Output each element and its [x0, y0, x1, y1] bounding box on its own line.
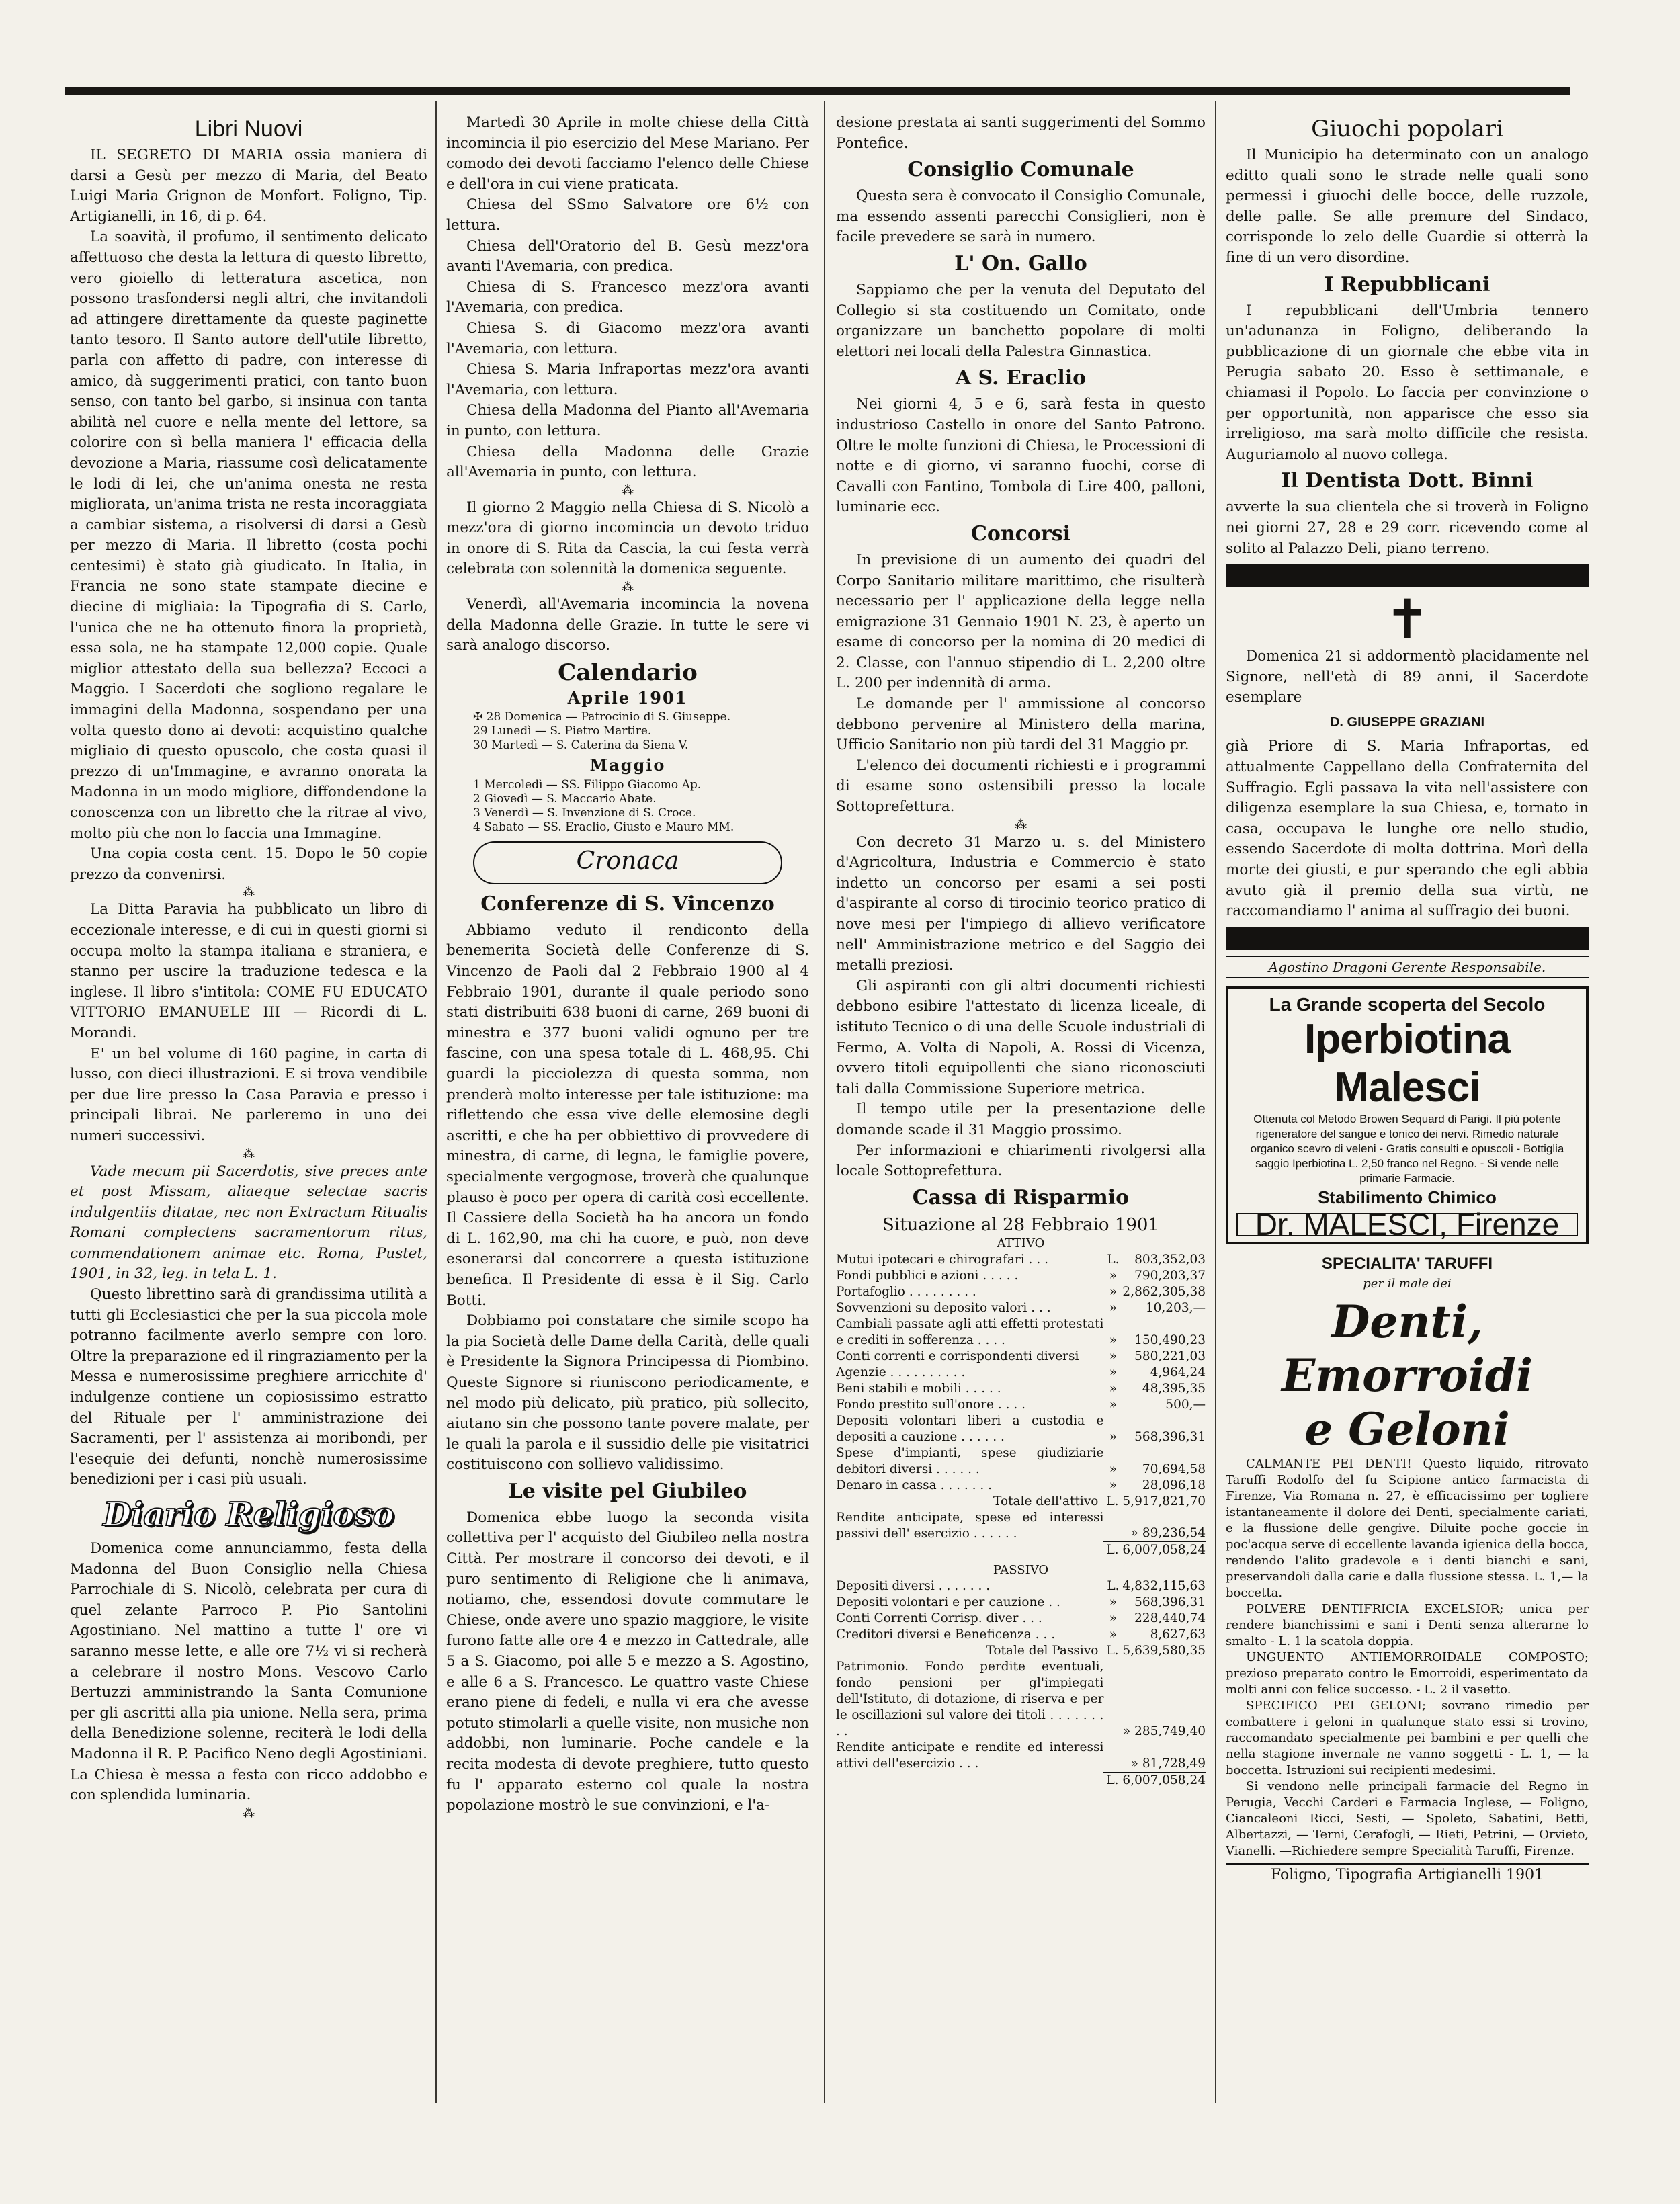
church-list-item: Chiesa dell'Oratorio del B. Gesù mezz'ora avanti l'Avemaria, con predica. [446, 237, 809, 276]
ad-stabilimento: Stabilimento Chimico [1318, 1187, 1497, 1207]
table-row [836, 1740, 1206, 1772]
calendar-entry: 29 Lunedì — S. Pietro Martire. [473, 724, 652, 738]
heading-calendario: Calendario [558, 659, 698, 686]
table-row [836, 1316, 1206, 1349]
row-value: 568,396,31 [1134, 1595, 1206, 1610]
cronaca-banner: Cronaca [473, 841, 782, 884]
column-4 [1226, 113, 1589, 2103]
ad-maker: Dr. MALESCI, Firenze [1236, 1213, 1578, 1236]
passivo-table [836, 1578, 1206, 1789]
heading-cassa-risparmio: Cassa di Risparmio [912, 1185, 1130, 1210]
row-currency: » [1109, 1478, 1118, 1492]
mourning-band [1226, 564, 1589, 587]
heading-eraclio: A S. Eraclio [955, 366, 1087, 390]
row-value: 10,203,— [1145, 1300, 1206, 1315]
row-value: » 81,728,49 [1130, 1756, 1206, 1771]
row-value: 2,862,305,38 [1122, 1284, 1206, 1299]
row-currency: » [1109, 1461, 1118, 1476]
table-row [836, 1381, 1206, 1397]
total-value: L. 5,639,580,35 [1106, 1644, 1206, 1658]
row-label: Denaro in cassa . . . . . . . [836, 1478, 993, 1492]
column-1 [70, 113, 427, 2103]
paragraph: Venerdì, all'Avemaria incomincia la novena della Madonna delle Grazie. In tutte le sere vi sarà analogo discorso. [446, 596, 809, 654]
paragraph: Vade mecum pii Sacerdotis, sive preces ante et post Missam, aliaeque selectae sacris indulgentiis ditatae, nec non Extractum Ritualis Romani complectens sacramentorum ritus, commendationem animae etc. Roma, Pustet, 1901, in 32, leg. in tela L. 1. [70, 1162, 427, 1283]
advertisement-iperbiotina [1226, 986, 1589, 1244]
heading-diario-religioso: Diario Religioso [103, 1496, 394, 1533]
column-3 [836, 113, 1206, 2103]
heading-dentista: Il Dentista Dott. Binni [1281, 469, 1534, 493]
paragraph: desione prestata ai santi suggerimenti del Sommo Pontefice. [836, 114, 1206, 152]
column-divider [824, 101, 825, 2103]
paragraph: Gli aspiranti con gli altri documenti richiesti debbono esibire l'attestato di licenza liceale, di istituto Tecnico o di una delle Scuole industriali di Fermo, A. Volta di Napoli, A. Rossi di Vicenza, ovvero titoli equipollenti che siano riconosciuti tali dalla Commissione Superiore metrica. [836, 977, 1206, 1097]
heading-consiglio: Consiglio Comunale [907, 158, 1134, 182]
row-currency: » [1109, 1381, 1118, 1396]
row-label: Fondo prestito sull'onore . . . . [836, 1397, 1026, 1412]
paragraph: La Ditta Paravia ha pubblicato un libro di eccezionale interesse, e di cui in questi giorni si occupa molto la stampa italiana e straniera, e stanno per uscire la traduzione tedesca e la inglese. Il libro s'intitola: COME FU EDUCATO VITTORIO EMANUELE III — Ricordi di L. Morandi. [70, 901, 427, 1042]
row-value: 48,395,35 [1142, 1381, 1206, 1396]
table-row [836, 1397, 1206, 1413]
row-currency: » [1109, 1595, 1118, 1610]
row-label: Cambiali passate agli atti effetti protestati e crediti in sofferenza . . . . [836, 1316, 1104, 1347]
paragraph: Sappiamo che per la venuta del Deputato del Collegio si sta costituendo un Comitato, onde organizzare un banchetto popolare di molti elettori nei locali della Palestra Ginnastica. [836, 281, 1206, 360]
paragraph: Questa sera è convocato il Consiglio Comunale, ma essendo assenti parecchi Consiglieri, non è facile prevedere se sarà in numero. [836, 187, 1206, 246]
paragraph: Il giorno 2 Maggio nella Chiesa di S. Nicolò a mezz'ora di giorno incomincia un devoto triduo in onore di S. Rita da Cascia, la cui festa verrà celebrata con solennità la domenica seguente. [446, 499, 809, 578]
row-currency: L. [1107, 1579, 1120, 1594]
ad-headline: Denti, Emorroidi [1281, 1295, 1534, 1402]
table-row [836, 1252, 1206, 1268]
church-list-item: Chiesa S. Maria Infraportas mezz'ora avanti l'Avemaria, con lettura. [446, 361, 809, 398]
paragraph: E' un bel volume di 160 pagine, in carta di lusso, con dieci illustrazioni. E si trova vendibile per due lire presso la Casa Paravia e presso i principali librai. Ne parleremo in uno dei numeri successivi. [70, 1045, 427, 1144]
ad-paragraph: UNGUENTO ANTIEMORROIDALE COMPOSTO; prezioso preparato contro le Emorroidi, esperimentato da molti anni con felice successo. - L. 2 il vasetto. [1226, 1650, 1589, 1697]
asterism: ⁂ [243, 885, 255, 900]
row-currency: » [1109, 1611, 1118, 1626]
paragraph: Il tempo utile per la presentazione delle domande scade il 31 Maggio prossimo. [836, 1101, 1206, 1138]
table-row [836, 1595, 1206, 1611]
table-row [836, 1542, 1206, 1559]
heading-libri-nuovi: Libri Nuovi [194, 116, 303, 142]
ad-paragraph: SPECIFICO PEI GELONI; sovrano rimedio per combattere i geloni in qualunque stato essi si trovino, raccomandato specialmente pei bambini e per quelli che nella stagione invernale ne vanno soggetti - L. 1, — la boccetta. Istruzioni sui recipienti medesimi. [1226, 1698, 1589, 1777]
ad-paragraph: POLVERE DENTIFRICIA EXCELSIOR; unica per rendere bianchissimi e sani i Denti senza alterarne lo smalto - L. 1 la scatola doppia. [1226, 1601, 1589, 1648]
specialita-subtitle: per il male dei [1363, 1277, 1452, 1291]
row-label: Sovvenzioni su deposito valori . . . [836, 1300, 1051, 1315]
table-row [836, 1445, 1206, 1478]
table-row [836, 1413, 1206, 1445]
table-row [836, 1627, 1206, 1643]
row-currency: » [1109, 1284, 1118, 1299]
church-list-item: Chiesa del SSmo Salvatore ore 6½ con lettura. [446, 196, 809, 234]
table-row [836, 1300, 1206, 1316]
calendar-entry: 2 Giovedì — S. Maccario Abate. [473, 792, 657, 806]
row-value: 4,964,24 [1150, 1365, 1206, 1380]
row-value: 150,490,23 [1134, 1332, 1206, 1347]
table-row [836, 1268, 1206, 1284]
table-row [836, 1659, 1206, 1740]
heading-repubblicani: I Repubblicani [1324, 272, 1490, 296]
paragraph: Domenica ebbe luogo la seconda visita collettiva per l' acquisto del Giubileo nella nostra Città. Per mostrare il concorso dei devoti, e il puro sentimento di Religione che li animava, notiamo, che, essendosi dovute commutare le Chiese, onde avere uno spazio maggiore, le visite furono fatte alle ore 4 e mezzo in Cattedrale, alle 5 a S. Giacomo, poi alle 5 e mezzo a S. Agostino, e alle 6 a S. Francesco. Le quattro vaste Chiese erano piene di fedeli, e nulla vi era che avesse potuto stimolarli a quelle visite, non musiche non addobbi, non luminarie. Poche candele e la recita modesta di devote preghiere, tutto questo fu l' apparato esterno col quale la nostra popolazione mostrò le sue convinzioni, e l'a- [446, 1509, 809, 1814]
heading-aprile: Aprile 1901 [567, 687, 688, 708]
paragraph: già Priore di S. Maria Infraportas, ed attualmente Cappellano della Confraternita del Suffragio. Egli passava la vita nell'assistere con diligenza esemplare la sua Chiesa, e, tornato in casa, occupava le lunghe ore nello studio, essendo Sacerdote di molta dottrina. Morì della morte dei giusti, e pur sperando che egli abbia avuto già il premio della sua virtù, ne raccomandiamo l' anima al suffragio dei buoni. [1226, 738, 1589, 920]
ad-product-name: Iperbiotina Malesci [1304, 1016, 1510, 1111]
heading-conferenze: Conferenze di S. Vincenzo [480, 892, 775, 916]
column-2 [446, 113, 809, 2103]
asterism: ⁂ [243, 1146, 255, 1161]
row-currency: » [1109, 1300, 1118, 1315]
church-list-item: Chiesa S. di Giacomo mezz'ora avanti l'Avemaria, con lettura. [446, 319, 809, 357]
total-value: L. 5,917,821,70 [1106, 1494, 1206, 1509]
signature-line: Agostino Dragoni Gerente Responsabile. [1226, 956, 1589, 979]
paragraph: avverte la sua clientela che si troverà in Foligno nei giorni 27, 28 e 29 corr. ricevendo come al solito al Palazzo Deli, piano terreno. [1226, 499, 1589, 557]
row-value: 70,694,58 [1142, 1461, 1206, 1476]
row-value: 790,203,37 [1134, 1268, 1206, 1283]
ad-title: La Grande scoperta del Secolo [1269, 994, 1546, 1015]
table-row [836, 1494, 1206, 1510]
calendar-entry: 3 Venerdì — S. Invenzione di S. Croce. [473, 806, 696, 820]
paragraph: Domenica 21 si addormentò placidamente nel Signore, nell'età di 89 anni, il Sacerdote esemplare [1226, 648, 1589, 706]
row-value: 803,352,03 [1134, 1252, 1206, 1267]
ad-headline: e Geloni [1304, 1402, 1510, 1455]
mourning-band [1226, 927, 1589, 950]
row-label: Mutui ipotecari e chirografari . . . [836, 1252, 1048, 1267]
paragraph: Questo librettino sarà di grandissima utilità a tutti gli Ecclesiastici che per la sua piccola mole potranno facilmente averlo sempre con loro. Oltre la preparazione ed il ringraziamento per la Messa e numerosissime preghiere arricchite d' indulgenze contiene un copiosissimo estratto del Rituale per l' amministrazione dei Sacramenti, per l' assistenza ai moribondi, per l'esequie dei defunti, nonchè numerosissime benedizioni per i casi più usuali. [70, 1286, 427, 1488]
total-label: Totale dell'attivo [993, 1494, 1099, 1509]
row-value: 580,221,03 [1134, 1349, 1206, 1363]
row-label: Conti Correnti Corrisp. diver . . . [836, 1611, 1042, 1626]
paragraph: Domenica come annunciammo, festa della Madonna del Buon Consiglio nella Chiesa Parrochiale di S. Nicolò, celebrata per cura di quel zelante Parroco P. Pio Santolini Agostiniano. Nel mattino a tutte l' ore vi saranno messe lette, e alle ore 7½ vi si recherà a celebrare il nostro Mons. Vescovo Carlo Bertuzzi amministrando la Santa Comunione per gli ascritti alla pia unione. Nella sera, prima della Benedizione solenne, reciterà le lodi della Madonna il R. P. Pacifico Neno degli Agostiniani. La Chiesa è messa a festa con ricco addobbo e con splendida luminaria. [70, 1540, 427, 1804]
row-label: Fondi pubblici e azioni . . . . . [836, 1268, 1019, 1283]
row-label: Depositi volontari liberi a custodia e depositi a cauzione . . . . . . [836, 1413, 1104, 1444]
table-row [836, 1478, 1206, 1494]
paragraph: La soavità, il profumo, il sentimento delicato affettuoso che desta la lettura di questo libretto, vero gioiello di letteratura ascetica, non possono trasfondersi negli altri, che invitandoli ad attingere direttamente da queste paginette tanto tesoro. Il Santo autore dell'utile libretto, parla con affetto di padre, con interesse di amico, dà suggerimenti pratici, con tanto buon senso, con tanto bel garbo, si insinua con tanta abilità nel cuore e nella mente del lettore, sa colorire con sì bella maniera l' efficacia della devozione a Maria, riassume così delicatamente le lodi di lei, che un'anima onesta ne resta migliorata, un'anima trista ne resta incoraggiata a cambiar sistema, a risolversi di darsi a Gesù per mezzo di Maria. Il libretto (costa pochi centesimi) è stato già giudicato. In Italia, in Francia ne sono state stampate diecine e diecine di migliaia: la Tipografia di S. Carlo, l'unica che ne ha ottenuto finora la proprietà, essa sola, ne ha stampate 12,000 copie. Quale miglior attestato della sua bellezza? Eccoci a Maggio. I Sacerdoti che sogliono regalare le immagini della Madonna, sospendano per una volta questo dono ai devoti: acquistino qualche migliaio di questo opuscolo, che costa quasi il prezzo di un'Immagine, e avranno onorata la Madonna in un modo migliore, diffondendone la conoscenza con un libretto che la ritrae al vivo, molto più che non lo faccia una Immagine. [70, 228, 427, 842]
paragraph: L'elenco dei documenti richiesti e i programmi di esame sono ostensibili presso la locale Sottoprefettura. [836, 757, 1206, 816]
heading-passivo: PASSIVO [993, 1563, 1049, 1578]
calendar-entry: 4 Sabato — SS. Eraclio, Giusto e Mauro MM. [473, 820, 734, 834]
row-value: » 285,749,40 [1122, 1724, 1206, 1739]
row-currency: » [1109, 1349, 1118, 1363]
table-row [836, 1611, 1206, 1627]
calendar-entry: 30 Martedì — S. Caterina da Siena V. [473, 738, 689, 752]
heading-attivo: ATTIVO [997, 1236, 1045, 1251]
total-label: Totale del Passivo [986, 1644, 1099, 1658]
printer-footer: Foligno, Tipografia Artigianelli 1901 [1226, 1863, 1589, 1886]
paragraph: Nei giorni 4, 5 e 6, sarà festa in questo industrioso Castello in onore del Santo Patrono. Oltre le molte funzioni di Chiesa, le Processioni di notte e di giorno, vi saranno fuochi, corse di Cavalli con Fantino, Tombola di Lire 400, palloni, luminarie ecc. [836, 396, 1206, 516]
row-value: 4,832,115,63 [1122, 1579, 1206, 1594]
row-currency: L. [1107, 1252, 1120, 1267]
paragraph: IL SEGRETO DI MARIA ossia maniera di darsi a Gesù per mezzo di Maria, del Beato Luigi Maria Grignon de Monfort. Foligno, Tip. Artigianelli, in 16, di p. 64. [70, 146, 427, 225]
calendar-entry: 1 Mercoledì — SS. Filippo Giacomo Ap. [473, 777, 702, 792]
column-divider [1215, 101, 1216, 2103]
church-list-item: Chiesa della Madonna del Pianto all'Avemaria in punto, con lettura. [446, 402, 809, 439]
row-currency: » [1109, 1397, 1118, 1412]
ad-paragraph: CALMANTE PEI DENTI! Questo liquido, ritrovato Taruffi Rodolfo del fu Scipione antico farmacista di Firenze, Via Romana n. 27, è efficacissimo per togliere istantaneamente il dolore dei Denti, specialmente cariati, e la flussione delle gengive. Diluite poche goccie in poc'acqua serve di eccellente lavanda igienica della bocca, rendendo l'alito gradevole e i denti bianchi e sani, preservandoli dalla carie e dalla flussione stessa. L. 1,— la boccetta. [1226, 1456, 1589, 1600]
heading-situazione: Situazione al 28 Febbraio 1901 [882, 1214, 1159, 1235]
row-label: Rendite anticipate e rendite ed interessi attivi dell'esercizio . . . [836, 1740, 1104, 1771]
heading-giuochi: Giuochi popolari [1311, 116, 1503, 142]
paragraph: Dobbiamo poi constatare che simile scopo ha la pia Società delle Dame della Carità, delle quali è Presidente la Signora Principessa di Piombino. Queste Signore si riuniscono periodicamente, e nel modo più delicato, più pratico, più sollecito, aiutano sin che possono tante povere malate, per le quali la parola e il sussidio delle pie visitatrici costituiscono con sollievo validissimo. [446, 1312, 809, 1474]
asterism: ⁂ [622, 482, 634, 497]
row-label: Creditori diversi e Beneficenza . . . [836, 1627, 1056, 1642]
paragraph: Martedì 30 Aprile in molte chiese della Città incomincia il pio esercizio del Mese Mariano. Per comodo dei devoti facciamo l'elenco delle Chiese e dell'ora in cui viene praticata. [446, 114, 809, 193]
row-label: Beni stabili e mobili . . . . . [836, 1381, 1001, 1396]
heading-visite-giubileo: Le visite pel Giubileo [508, 1479, 747, 1503]
heading-gallo: L' On. Gallo [954, 251, 1087, 276]
ad-paragraph: Si vendono nelle principali farmacie del Regno in Perugia, Vecchi Carderi e Farmacia Inglese, — Foligno, Ciancaleoni Ricci, Sesti, — Spoleto, Sabatini, Betti, Albertazzi, — Terni, Cerafogli, — Rieti, Petrini, — Orvieto, Vianelli. —Richiedere sempre Specialità Taruffi, Firenze. [1226, 1779, 1589, 1858]
paragraph: Abbiamo veduto il rendiconto della benemerita Società delle Conferenze di S. Vincenzo de Paoli dal 2 Febbraio 1900 al 4 Febbraio 1901, durante il quale periodo sono stati distribuiti 638 buoni di carne, 269 buoni di minestra e 377 buoni validi ognuno per tre fascine, con una spesa totale di L. 468,95. Chi guardi la picciolezza di questa somma, non prenderà molto interesse per tale istituzione: ma riflettendo che essa vive delle elemosine degli ascritti, e che ha per obbiettivo di provvedere di minestra, di carne, di legna, le famiglie povere, specialmente vergognose, troverà che qualunque plauso è poco per opera di carità così eccellente. Il Cassiere della Società ha ha ancora un fondo di L. 162,90, ma chi ha cuore, e può, non deve esonerarsi dal concorrere a questa istituzione benefica. Il Presidente di essa è il Sig. Carlo Botti. [446, 921, 809, 1309]
grand-total: L. 6,007,058,24 [1103, 1542, 1206, 1559]
asterism: ⁂ [243, 1806, 255, 1820]
row-value: 8,627,63 [1150, 1627, 1206, 1642]
row-currency: » [1109, 1627, 1118, 1642]
heading-concorsi: Concorsi [970, 521, 1071, 546]
heading-maggio: Maggio [589, 755, 666, 775]
row-value: 568,396,31 [1134, 1429, 1206, 1444]
row-label: Patrimonio. Fondo perdite eventuali, fondo pensioni per gl'impiegati dell'Istituto, di dotazione, di riserva e per le oscillazioni sul valore dei titoli . . . . . . . . . [836, 1660, 1104, 1739]
row-label: Depositi volontari e per cauzione . . [836, 1595, 1060, 1610]
deceased-name: D. GIUSEPPE GRAZIANI [1329, 714, 1485, 730]
church-list-item: Chiesa di S. Francesco mezz'ora avanti l'Avemaria, con predica. [446, 278, 809, 316]
table-row [836, 1349, 1206, 1365]
row-value: 28,096,18 [1142, 1478, 1206, 1492]
table-row [836, 1772, 1206, 1789]
paragraph: I repubblicani dell'Umbria tennero un'adunanza in Foligno, deliberando la pubblicazione di un giornale che ebbe vita in Perugia sabato 20. Esso è settimanale, e chiamasi il Popolo. Lo faccia per convinzione o per opportunità, non apparisce che esso sia irreligioso, ma sarà molto difficile che resista. Auguriamolo al nuovo collega. [1226, 302, 1589, 463]
paragraph: Con decreto 31 Marzo u. s. del Ministero d'Agricoltura, Industria e Commercio è stato indetto un concorso per esami a sei posti d'aspirante al corso di tirocinio teorico pratico di nove mesi per l'impiego di allievo verificatore nell' Amministrazione metrico e del Saggio dei metalli preziosi. [836, 833, 1206, 974]
paragraph: Le domande per l' ammissione al concorso debbono pervenire al Ministero della marina, Ufficio Sanitario non più tardi del 31 Maggio pr. [836, 695, 1206, 754]
heading-specialita: SPECIALITA' TARUFFI [1321, 1254, 1493, 1273]
table-row [836, 1365, 1206, 1381]
table-row [836, 1643, 1206, 1659]
calendar-entry: ✠ 28 Domenica — Patrocinio di S. Giuseppe. [473, 710, 731, 724]
row-value: 500,— [1165, 1397, 1206, 1412]
row-label: Portafoglio . . . . . . . . . [836, 1284, 976, 1299]
asterism: ⁂ [1015, 817, 1027, 832]
row-label: Rendite anticipate, spese ed interessi passivi dell' esercizio . . . . . . [836, 1510, 1104, 1541]
row-label: Depositi diversi . . . . . . . [836, 1579, 991, 1594]
attivo-table [836, 1252, 1206, 1559]
table-row [836, 1510, 1206, 1542]
cross-icon: ✝ [1384, 588, 1430, 651]
table-row [836, 1284, 1206, 1300]
row-label: Spese d'impianti, spese giudiziarie debitori diversi . . . . . . [836, 1445, 1104, 1476]
row-value: 228,440,74 [1134, 1611, 1206, 1626]
row-currency: » [1109, 1268, 1118, 1283]
row-currency: » [1109, 1365, 1118, 1380]
paragraph: Una copia costa cent. 15. Dopo le 50 copie prezzo da convenirsi. [70, 845, 427, 883]
church-list-item: Chiesa della Madonna delle Grazie all'Avemaria in punto, con lettura. [446, 443, 809, 481]
paragraph: Il Municipio ha determinato con un analogo editto quali sono le strade nelle quali sono permessi i giuochi delle bocce, delle ruzzole, delle palle. Se alle premure del Sindaco, corrisponde lo zelo delle Guardie si otterrà la fine di un vero disordine. [1226, 146, 1589, 266]
top-rule [65, 87, 1570, 95]
grand-total: L. 6,007,058,24 [1103, 1772, 1206, 1789]
ad-text: Ottenuta col Metodo Browen Sequard di Parigi. Il più potente rigeneratore del sangue e tonico dei nervi. Rimedio naturale organico scevro di veleni - Gratis consulti e opuscoli - Bottiglia saggio Iperbiotina L. 2,50 franco nel Regno. - Si vende nelle primarie Farmacie. [1250, 1113, 1564, 1185]
row-label: Agenzie . . . . . . . . . . [836, 1365, 966, 1380]
table-row [836, 1578, 1206, 1595]
paragraph: Per informazioni e chiarimenti rivolgersi alla locale Sottoprefettura. [836, 1142, 1206, 1180]
row-currency: » [1109, 1429, 1118, 1444]
row-label: Conti correnti e corrispondenti diversi [836, 1349, 1079, 1363]
column-divider [435, 101, 437, 2103]
asterism: ⁂ [622, 580, 634, 595]
row-value: » 89,236,54 [1130, 1526, 1206, 1541]
paragraph: In previsione di un aumento dei quadri del Corpo Sanitario militare marittimo, che risulterà necessario per l' applicazione della legge nella emigrazione 31 Gennaio 1901 N. 23, è aperto un esame di concorso per la nomina di 20 medici di 2. Classe, con l'annuo stipendio di L. 2,200 oltre L. 200 per indennità di arma. [836, 551, 1206, 692]
row-currency: » [1109, 1332, 1118, 1347]
